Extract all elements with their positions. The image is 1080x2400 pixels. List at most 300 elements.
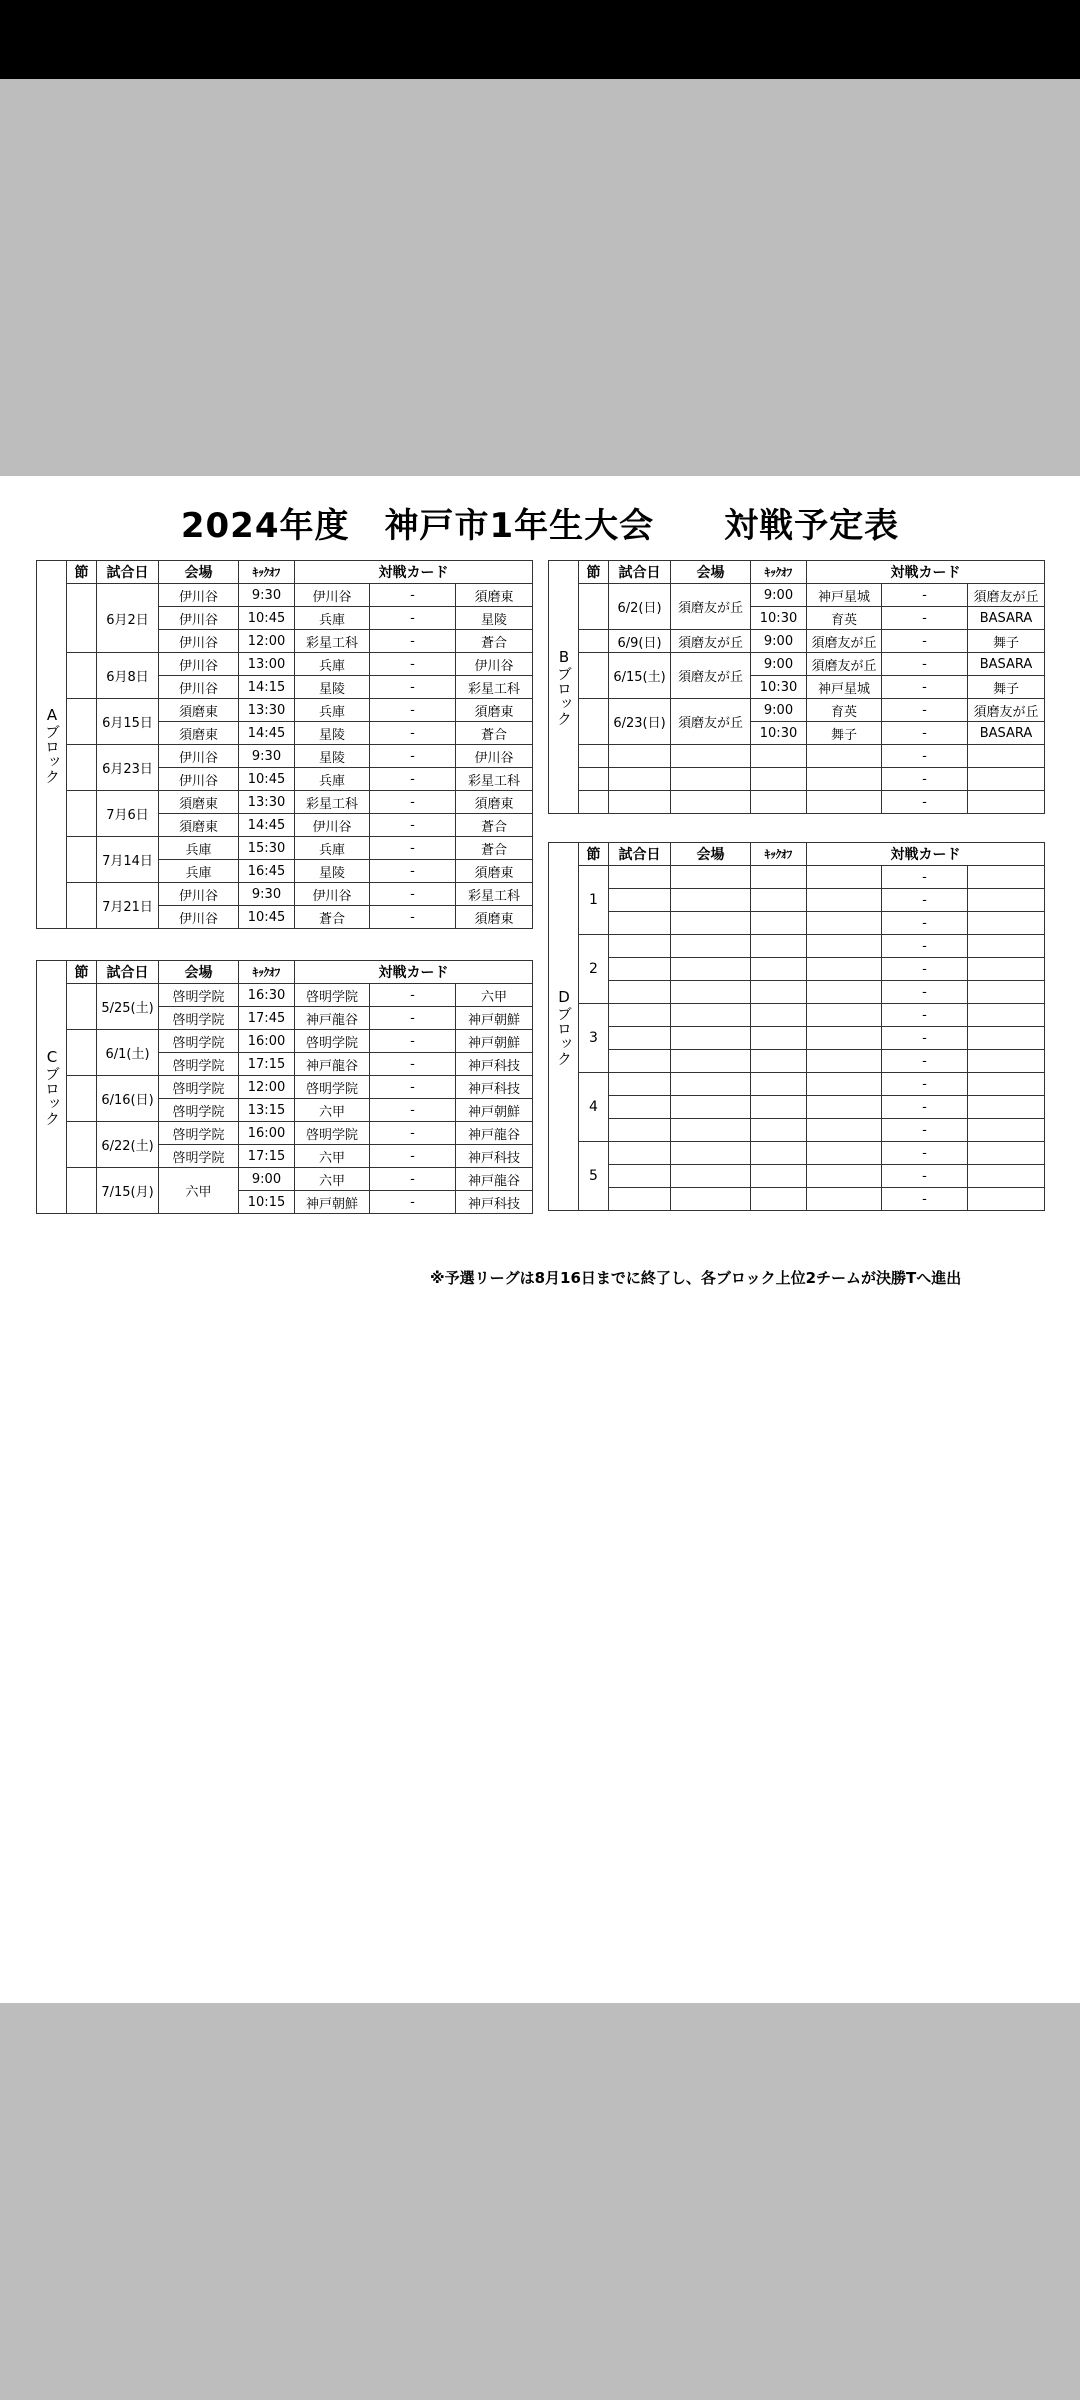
kickoff-cell: 16:00 [239, 1030, 295, 1053]
match-row [37, 1030, 533, 1053]
kickoff-cell: 16:45 [239, 860, 295, 883]
home-team-cell [807, 1188, 882, 1211]
home-team-cell: 須磨友が丘 [807, 630, 882, 653]
venue-cell: 須磨東 [159, 814, 239, 837]
home-team-cell [807, 912, 882, 935]
header-date: 試合日 [97, 961, 159, 984]
kickoff-cell: 9:00 [751, 653, 807, 676]
away-team-cell: 彩星工科 [456, 676, 533, 699]
away-team-cell: 星陵 [456, 607, 533, 630]
kickoff-cell: 9:30 [239, 745, 295, 768]
home-team-cell [807, 1073, 882, 1096]
home-team-cell: 兵庫 [295, 768, 370, 791]
match-row [37, 1122, 533, 1145]
header-date: 試合日 [609, 561, 671, 584]
kickoff-cell: 17:45 [239, 1007, 295, 1030]
venue-cell: 啓明学院 [159, 1145, 239, 1168]
versus-cell: - [370, 1053, 456, 1076]
kickoff-cell: 13:15 [239, 1099, 295, 1122]
header-kickoff: ｷｯｸｵﾌ [751, 843, 807, 866]
venue-cell: 須磨東 [159, 699, 239, 722]
versus-cell: - [882, 630, 968, 653]
kickoff-cell: 10:30 [751, 676, 807, 699]
match-row [37, 584, 533, 607]
venue-cell: 須磨東 [159, 722, 239, 745]
home-team-cell: 六甲 [295, 1145, 370, 1168]
versus-cell: - [882, 1004, 968, 1027]
match-date-cell [609, 1050, 671, 1073]
kickoff-cell [751, 1004, 807, 1027]
kickoff-cell: 10:15 [239, 1191, 295, 1214]
away-team-cell: BASARA [968, 722, 1045, 745]
versus-cell: - [370, 584, 456, 607]
venue-cell [671, 1004, 751, 1027]
match-date-cell [609, 912, 671, 935]
header-venue: 会場 [159, 961, 239, 984]
match-row [549, 699, 1045, 722]
home-team-cell: 神戸龍谷 [295, 1007, 370, 1030]
kickoff-cell: 16:00 [239, 1122, 295, 1145]
away-team-cell: 彩星工科 [456, 768, 533, 791]
header-date: 試合日 [609, 843, 671, 866]
versus-cell: - [882, 745, 968, 768]
match-row [549, 866, 1045, 889]
kickoff-cell [751, 958, 807, 981]
home-team-cell [807, 889, 882, 912]
match-date-cell [609, 958, 671, 981]
away-team-cell: 神戸科技 [456, 1191, 533, 1214]
versus-cell: - [370, 630, 456, 653]
home-team-cell [807, 1119, 882, 1142]
away-team-cell: 須磨友が丘 [968, 584, 1045, 607]
versus-cell: - [882, 1142, 968, 1165]
versus-cell: - [882, 1119, 968, 1142]
away-team-cell: 神戸科技 [456, 1053, 533, 1076]
section-number-cell: 2 [579, 935, 609, 1004]
kickoff-cell: 9:00 [751, 630, 807, 653]
match-row [37, 1076, 533, 1099]
away-team-cell: 舞子 [968, 630, 1045, 653]
kickoff-cell [751, 912, 807, 935]
match-date-cell [609, 1027, 671, 1050]
match-row [549, 768, 1045, 791]
header-match-card: 対戦カード [807, 843, 1045, 866]
home-team-cell [807, 935, 882, 958]
venue-cell [671, 1165, 751, 1188]
match-date-cell [609, 981, 671, 1004]
venue-cell [671, 1050, 751, 1073]
kickoff-cell [751, 935, 807, 958]
match-date-cell: 6/9(日) [609, 630, 671, 653]
venue-cell [671, 745, 751, 768]
match-row [549, 889, 1045, 912]
match-date-cell: 7月6日 [97, 791, 159, 837]
match-row [37, 883, 533, 906]
away-team-cell: 須磨東 [456, 699, 533, 722]
venue-cell [671, 1119, 751, 1142]
away-team-cell: 蒼合 [456, 837, 533, 860]
kickoff-cell: 13:00 [239, 653, 295, 676]
away-team-cell [968, 981, 1045, 1004]
header-venue: 会場 [671, 843, 751, 866]
kickoff-cell: 16:30 [239, 984, 295, 1007]
match-date-cell: 5/25(土) [97, 984, 159, 1030]
venue-cell [671, 935, 751, 958]
kickoff-cell: 12:00 [239, 1076, 295, 1099]
section-cell [67, 984, 97, 1030]
kickoff-cell: 15:30 [239, 837, 295, 860]
versus-cell: - [882, 1050, 968, 1073]
section-cell [579, 653, 609, 699]
venue-cell: 啓明学院 [159, 984, 239, 1007]
home-team-cell: 啓明学院 [295, 1076, 370, 1099]
match-row [549, 584, 1045, 607]
kickoff-cell: 10:45 [239, 607, 295, 630]
match-date-cell: 6/22(土) [97, 1122, 159, 1168]
section-cell [67, 1122, 97, 1168]
header-match-card: 対戦カード [295, 961, 533, 984]
kickoff-cell: 13:30 [239, 791, 295, 814]
home-team-cell [807, 1096, 882, 1119]
section-cell [67, 883, 97, 929]
match-row [37, 791, 533, 814]
versus-cell: - [882, 722, 968, 745]
venue-cell: 須磨友が丘 [671, 653, 751, 699]
match-row [549, 1096, 1045, 1119]
match-date-cell: 7/15(月) [97, 1168, 159, 1214]
venue-cell [671, 1142, 751, 1165]
away-team-cell: 須磨東 [456, 860, 533, 883]
away-team-cell [968, 912, 1045, 935]
section-cell [579, 699, 609, 745]
versus-cell: - [882, 676, 968, 699]
kickoff-cell [751, 1096, 807, 1119]
home-team-cell: 神戸星城 [807, 676, 882, 699]
match-row [549, 1188, 1045, 1211]
venue-cell: 伊川谷 [159, 768, 239, 791]
venue-cell [671, 1096, 751, 1119]
away-team-cell: 蒼合 [456, 722, 533, 745]
away-team-cell [968, 1004, 1045, 1027]
versus-cell: - [370, 860, 456, 883]
venue-cell: 須磨東 [159, 791, 239, 814]
kickoff-cell: 9:30 [239, 584, 295, 607]
versus-cell: - [882, 1027, 968, 1050]
away-team-cell: 神戸朝鮮 [456, 1099, 533, 1122]
match-date-cell: 7月14日 [97, 837, 159, 883]
section-cell [579, 584, 609, 630]
home-team-cell: 星陵 [295, 745, 370, 768]
away-team-cell [968, 791, 1045, 814]
kickoff-cell [751, 1188, 807, 1211]
venue-cell [671, 912, 751, 935]
match-row [37, 699, 533, 722]
home-team-cell: 育英 [807, 607, 882, 630]
venue-cell: 伊川谷 [159, 584, 239, 607]
venue-cell [671, 768, 751, 791]
match-date-cell: 6/2(日) [609, 584, 671, 630]
away-team-cell [968, 768, 1045, 791]
versus-cell: - [370, 676, 456, 699]
home-team-cell: 神戸朝鮮 [295, 1191, 370, 1214]
header-kickoff: ｷｯｸｵﾌ [239, 961, 295, 984]
match-date-cell [609, 1073, 671, 1096]
section-cell [67, 653, 97, 699]
venue-cell: 六甲 [159, 1168, 239, 1214]
header-section: 節 [67, 561, 97, 584]
home-team-cell: 伊川谷 [295, 883, 370, 906]
versus-cell: - [370, 1007, 456, 1030]
kickoff-cell [751, 1142, 807, 1165]
home-team-cell: 啓明学院 [295, 984, 370, 1007]
versus-cell: - [370, 1076, 456, 1099]
home-team-cell [807, 745, 882, 768]
section-cell [67, 1076, 97, 1122]
home-team-cell: 六甲 [295, 1099, 370, 1122]
section-number-cell: 1 [579, 866, 609, 935]
match-row [549, 1119, 1045, 1142]
section-number-cell: 5 [579, 1142, 609, 1211]
kickoff-cell: 17:15 [239, 1145, 295, 1168]
kickoff-cell: 10:45 [239, 768, 295, 791]
match-row [549, 1073, 1045, 1096]
venue-cell: 伊川谷 [159, 607, 239, 630]
venue-cell: 伊川谷 [159, 745, 239, 768]
match-date-cell: 6月2日 [97, 584, 159, 653]
kickoff-cell: 10:45 [239, 906, 295, 929]
kickoff-cell [751, 1050, 807, 1073]
match-date-cell [609, 768, 671, 791]
match-row [549, 1142, 1045, 1165]
away-team-cell: 神戸龍谷 [456, 1168, 533, 1191]
versus-cell: - [370, 1168, 456, 1191]
versus-cell: - [882, 935, 968, 958]
header-venue: 会場 [671, 561, 751, 584]
venue-cell [671, 889, 751, 912]
match-row [549, 981, 1045, 1004]
versus-cell: - [370, 768, 456, 791]
match-date-cell [609, 1142, 671, 1165]
kickoff-cell: 9:00 [751, 699, 807, 722]
home-team-cell [807, 768, 882, 791]
match-date-cell: 6月23日 [97, 745, 159, 791]
section-cell [67, 791, 97, 837]
venue-cell: 伊川谷 [159, 653, 239, 676]
header-venue: 会場 [159, 561, 239, 584]
header-section: 節 [67, 961, 97, 984]
kickoff-cell [751, 791, 807, 814]
away-team-cell [968, 1073, 1045, 1096]
home-team-cell: 兵庫 [295, 653, 370, 676]
kickoff-cell [751, 1165, 807, 1188]
away-team-cell [968, 958, 1045, 981]
venue-cell: 兵庫 [159, 837, 239, 860]
section-cell [579, 791, 609, 814]
match-row [549, 935, 1045, 958]
match-date-cell [609, 1165, 671, 1188]
match-date-cell [609, 866, 671, 889]
away-team-cell: 神戸科技 [456, 1145, 533, 1168]
match-date-cell [609, 791, 671, 814]
versus-cell: - [882, 791, 968, 814]
versus-cell: - [370, 722, 456, 745]
match-row [37, 984, 533, 1007]
venue-cell: 須磨友が丘 [671, 584, 751, 630]
versus-cell: - [370, 883, 456, 906]
venue-cell: 伊川谷 [159, 676, 239, 699]
home-team-cell: 伊川谷 [295, 584, 370, 607]
versus-cell: - [370, 814, 456, 837]
match-date-cell [609, 935, 671, 958]
match-row [37, 837, 533, 860]
away-team-cell: 神戸朝鮮 [456, 1007, 533, 1030]
match-row [37, 653, 533, 676]
block-b-table [548, 560, 1045, 814]
home-team-cell: 星陵 [295, 722, 370, 745]
match-row [549, 630, 1045, 653]
venue-cell [671, 958, 751, 981]
kickoff-cell [751, 1027, 807, 1050]
away-team-cell [968, 1027, 1045, 1050]
section-cell [67, 1168, 97, 1214]
footnote: ※予選リーグは8月16日までに終了し、各ブロック上位2チームが決勝Tへ進出 [430, 1269, 962, 1287]
match-date-cell [609, 1096, 671, 1119]
section-cell [67, 745, 97, 791]
block-d-table [548, 842, 1045, 1211]
venue-cell: 伊川谷 [159, 906, 239, 929]
versus-cell: - [370, 1030, 456, 1053]
block-b-label: Bブロック [549, 561, 579, 814]
home-team-cell: 育英 [807, 699, 882, 722]
kickoff-cell: 17:15 [239, 1053, 295, 1076]
home-team-cell: 兵庫 [295, 699, 370, 722]
match-row [549, 1027, 1045, 1050]
match-row [549, 1050, 1045, 1073]
venue-cell [671, 1188, 751, 1211]
versus-cell: - [370, 1122, 456, 1145]
home-team-cell: 彩星工科 [295, 791, 370, 814]
match-row [549, 912, 1045, 935]
match-date-cell [609, 745, 671, 768]
home-team-cell: 神戸龍谷 [295, 1053, 370, 1076]
venue-cell: 啓明学院 [159, 1030, 239, 1053]
section-number-cell: 3 [579, 1004, 609, 1073]
section-cell [579, 768, 609, 791]
versus-cell: - [882, 768, 968, 791]
match-date-cell [609, 1119, 671, 1142]
home-team-cell: 六甲 [295, 1168, 370, 1191]
venue-cell: 啓明学院 [159, 1099, 239, 1122]
versus-cell: - [882, 1165, 968, 1188]
block-d-label: Dブロック [549, 843, 579, 1211]
home-team-cell: 蒼合 [295, 906, 370, 929]
away-team-cell: 須磨友が丘 [968, 699, 1045, 722]
away-team-cell: 蒼合 [456, 630, 533, 653]
venue-cell: 須磨友が丘 [671, 699, 751, 745]
header-match-card: 対戦カード [295, 561, 533, 584]
kickoff-cell: 9:00 [239, 1168, 295, 1191]
venue-cell [671, 1027, 751, 1050]
away-team-cell: 神戸朝鮮 [456, 1030, 533, 1053]
versus-cell: - [882, 1188, 968, 1211]
venue-cell: 伊川谷 [159, 630, 239, 653]
home-team-cell: 伊川谷 [295, 814, 370, 837]
away-team-cell: 六甲 [456, 984, 533, 1007]
versus-cell: - [370, 607, 456, 630]
match-row [549, 1004, 1045, 1027]
kickoff-cell [751, 768, 807, 791]
venue-cell [671, 981, 751, 1004]
home-team-cell: 啓明学院 [295, 1122, 370, 1145]
away-team-cell [968, 1096, 1045, 1119]
kickoff-cell: 13:30 [239, 699, 295, 722]
venue-cell [671, 866, 751, 889]
away-team-cell: 須磨東 [456, 791, 533, 814]
venue-cell: 啓明学院 [159, 1007, 239, 1030]
home-team-cell [807, 791, 882, 814]
home-team-cell: 兵庫 [295, 837, 370, 860]
venue-cell: 伊川谷 [159, 883, 239, 906]
page-title: 2024年度 神戸市1年生大会 対戦予定表 [180, 506, 900, 546]
home-team-cell: 神戸星城 [807, 584, 882, 607]
away-team-cell: BASARA [968, 653, 1045, 676]
home-team-cell [807, 981, 882, 1004]
versus-cell: - [370, 745, 456, 768]
kickoff-cell [751, 745, 807, 768]
versus-cell: - [370, 699, 456, 722]
home-team-cell: 須磨友が丘 [807, 653, 882, 676]
match-row [549, 791, 1045, 814]
away-team-cell: 蒼合 [456, 814, 533, 837]
header-match-card: 対戦カード [807, 561, 1045, 584]
away-team-cell: BASARA [968, 607, 1045, 630]
versus-cell: - [370, 906, 456, 929]
match-date-cell: 6月8日 [97, 653, 159, 699]
kickoff-cell: 9:00 [751, 584, 807, 607]
match-date-cell: 6/16(日) [97, 1076, 159, 1122]
home-team-cell [807, 1165, 882, 1188]
match-date-cell: 6月15日 [97, 699, 159, 745]
home-team-cell: 星陵 [295, 676, 370, 699]
away-team-cell: 伊川谷 [456, 653, 533, 676]
section-cell [579, 745, 609, 768]
versus-cell: - [882, 584, 968, 607]
versus-cell: - [370, 837, 456, 860]
versus-cell: - [370, 1191, 456, 1214]
versus-cell: - [370, 791, 456, 814]
away-team-cell [968, 889, 1045, 912]
match-date-cell: 7月21日 [97, 883, 159, 929]
away-team-cell [968, 745, 1045, 768]
kickoff-cell: 14:45 [239, 722, 295, 745]
versus-cell: - [370, 653, 456, 676]
versus-cell: - [882, 653, 968, 676]
venue-cell: 兵庫 [159, 860, 239, 883]
block-a-label: Aブロック [37, 561, 67, 929]
match-row [37, 745, 533, 768]
section-cell [67, 837, 97, 883]
match-row [549, 745, 1045, 768]
match-row [549, 958, 1045, 981]
versus-cell: - [370, 1145, 456, 1168]
header-section: 節 [579, 561, 609, 584]
match-date-cell: 6/1(土) [97, 1030, 159, 1076]
home-team-cell [807, 958, 882, 981]
versus-cell: - [882, 607, 968, 630]
versus-cell: - [882, 981, 968, 1004]
match-date-cell: 6/23(日) [609, 699, 671, 745]
kickoff-cell: 14:45 [239, 814, 295, 837]
